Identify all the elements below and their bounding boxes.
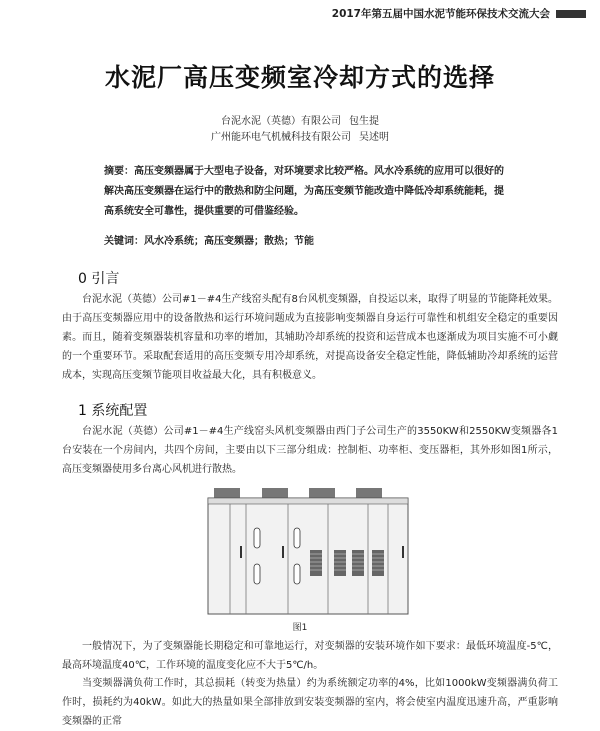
author-org: 台泥水泥（英德）有限公司 — [221, 116, 341, 127]
author-name: 包生提 — [349, 116, 379, 127]
abstract: 摘要：高压变频器属于大型电子设备，对环境要求比较严格。风水冷系统的应用可以很好的解决高压变频器在运行中的散热和防尘问题，为高压变频节能改造中降低冷却系统能耗，提高系统安全可靠性，提供重要的可借鉴经验。 — [104, 166, 504, 217]
figure-1-vfd-cabinet-image — [206, 484, 412, 616]
author-line-2 — [0, 128, 600, 143]
intro-paragraph: 台泥水泥（英德）公司#1－#4生产线窑头配有8台风机变频器，自投运以来，取得了明显的节能降耗效果。由于高压变频器应用中的设备散热和运行环境问题成为直接影响变频器自身运行可靠性和机组安全稳定的重要因素。而且，随着变频器装机容量和功率的增加，其辅助冷却系统的投资和运营成本也逐渐成为项目实施不可小觑的一个重要环节。采取配套适用的高压变频专用冷却系统，对提高设备安全稳定性能，降低辅助冷却系统的运营成本，实现高压变频节能项目收益最大化，具有积极意义。 — [62, 294, 558, 381]
config-paragraph-2: 一般情况下，为了变频器能长期稳定和可靠地运行，对变频器的安装环境作如下要求：最低环境温度-5℃，最高环境温度40℃，工作环境的温度变化应不大于5℃/h。 — [62, 641, 558, 671]
author-name: 吴述明 — [359, 132, 389, 143]
author-org: 广州能环电气机械科技有限公司 — [211, 132, 351, 143]
door-window — [294, 564, 300, 584]
door-window — [254, 528, 260, 548]
config-paragraph-1: 台泥水泥（英德）公司#1－#4生产线窑头风机变频器由西门子公司生产的3550KW和2550KW变频器各1台安装在一个房间内，共四个房间，主要由以下三部分组成：控制柜、功率柜、变压器柜，其外形如图1所示，高压变频器使用多台离心风机进行散热。 — [62, 426, 558, 475]
paper-title: 水泥厂高压变频室冷却方式的选择 — [104, 63, 495, 92]
config-paragraph-3: 当变频器满负荷工作时，其总损耗（转变为热量）约为系统额定功率的4%，比如1000kW变频器满负荷工作时，损耗约为40kW。如此大的热量如果全部排放到安装变频器的室内，将会使室内温度迅速升高，严重影响变频器的正常 — [62, 678, 558, 727]
door-window — [294, 528, 300, 548]
fan-vent — [262, 488, 288, 498]
conference-name: 2017年第五届中国水泥节能环保技术交流大会 — [331, 8, 550, 20]
vent-grille — [352, 550, 364, 576]
fan-vent — [309, 488, 335, 498]
author-line-1 — [0, 112, 600, 127]
fan-vent — [214, 488, 240, 498]
door-window — [254, 564, 260, 584]
header-bar-decoration — [556, 10, 586, 18]
fan-vent — [356, 488, 382, 498]
page-header — [300, 6, 586, 21]
section-heading-config: 1 系统配置 — [78, 403, 148, 419]
section-heading-intro: 0 引言 — [78, 271, 120, 287]
vent-grille — [372, 550, 384, 576]
keywords: 关键词：风水冷系统；高压变频器；散热；节能 — [104, 236, 314, 247]
vent-grille — [334, 550, 346, 576]
figure-caption: 图1 — [292, 623, 308, 633]
vent-grille — [310, 550, 322, 576]
